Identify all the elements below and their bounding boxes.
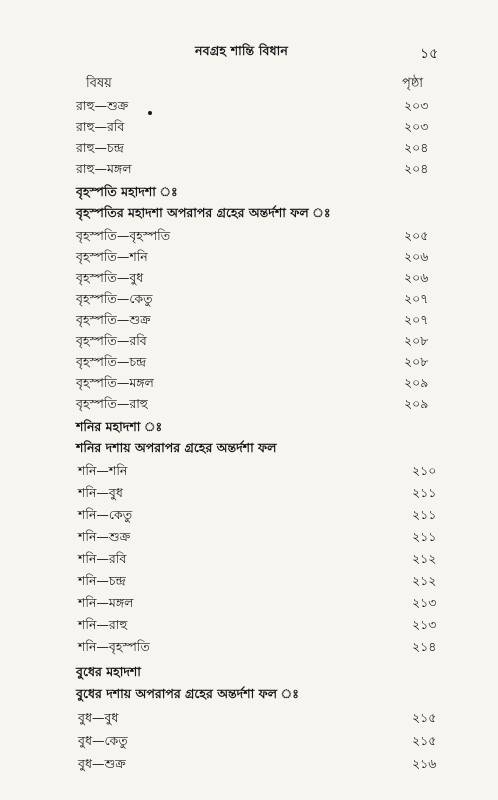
contents-entry [0, 461, 498, 483]
subject-column-header: বিষয় [86, 76, 112, 91]
contents-entry [0, 615, 498, 637]
entry-page-number: ২০৮ [404, 333, 429, 348]
contents-entry [0, 331, 498, 353]
entry-page-number: ২১১ [412, 529, 437, 544]
entry-page-number: ২১২ [412, 551, 437, 566]
section-heading [0, 438, 498, 460]
entry-label: বৃহস্পতি—কেতু [76, 291, 153, 306]
entry-page-number: ২১৪ [412, 639, 437, 654]
contents-entry [0, 394, 498, 416]
entry-page-number: ২১৫ [412, 710, 437, 725]
entry-label: বুধ—কেতু [78, 733, 128, 748]
contents-entry [0, 754, 498, 776]
contents-entry [0, 571, 498, 593]
contents-entry [0, 268, 498, 290]
heading-label: বৃহস্পতি মহাদশা ঃ [76, 184, 178, 199]
section-heading [0, 182, 498, 204]
contents-entry [0, 637, 498, 659]
entry-page-number: ২০৯ [404, 396, 429, 411]
entry-label: শনি—চন্দ্র [78, 573, 126, 588]
contents-entry [0, 593, 498, 615]
entry-page-number: ২০৬ [404, 249, 429, 264]
entry-label: শনি—মঙ্গল [78, 595, 134, 610]
entry-label: শনি—বৃহস্পতি [78, 639, 150, 654]
entry-label: বৃহস্পতি—বৃহস্পতি [76, 228, 171, 243]
section-heading [0, 662, 498, 684]
entry-label: বৃহস্পতি—মঙ্গল [76, 375, 154, 390]
entry-page-number: ২০৩ [404, 98, 429, 113]
entry-label: শনি—রবি [78, 551, 127, 566]
running-header [0, 43, 498, 63]
heading-label: বুধের মহাদশা [76, 664, 141, 679]
entry-page-number: ২১৩ [412, 595, 437, 610]
entry-page-number: ২০৪ [404, 161, 429, 176]
contents-entry [0, 96, 498, 118]
entry-page-number: ২১১ [412, 507, 437, 522]
entry-label: বৃহস্পতি—শনি [76, 249, 148, 264]
contents-entry [0, 708, 498, 730]
page-column-header: পৃষ্ঠা [402, 76, 424, 91]
contents-entry [0, 731, 498, 753]
contents-entry [0, 483, 498, 505]
entry-label: বৃহস্পতি—শুক্র [76, 312, 151, 327]
entry-page-number: ২০৯ [404, 375, 429, 390]
entry-page-number: ২১৩ [412, 617, 437, 632]
contents-entry [0, 247, 498, 269]
entry-label: শনি—কেতু [78, 507, 133, 522]
entry-label: শনি—বুধ [78, 485, 123, 500]
contents-entry [0, 310, 498, 332]
entry-label: শনি—শুক্র [78, 529, 131, 544]
contents-entry [0, 527, 498, 549]
entry-page-number: ২০৪ [404, 140, 429, 155]
entry-label: শনি—রাহু [78, 617, 128, 632]
entry-label: বুধ—শুক্র [78, 756, 126, 771]
entry-label: বুধ—বুধ [78, 710, 119, 725]
entry-label: রাহু—শুক্র [76, 98, 129, 113]
entry-label: রাহু—চন্দ্র [76, 140, 124, 155]
entry-page-number: ২১০ [412, 463, 437, 478]
entry-page-number: ২০৩ [404, 119, 429, 134]
contents-entry [0, 138, 498, 160]
entry-label: বৃহস্পতি—বুধ [76, 270, 144, 285]
section-heading [0, 203, 498, 225]
entry-page-number: ২১১ [412, 485, 437, 500]
page-number: ১৫ [420, 46, 439, 62]
entry-page-number: ২০৭ [404, 312, 429, 327]
entry-page-number: ২০৭ [404, 291, 429, 306]
entry-page-number: ২১৫ [412, 733, 437, 748]
entry-label: রাহু—রবি [76, 119, 125, 134]
heading-label: শনির দশায় অপরাপর গ্রহের অন্তর্দশা ফল [76, 440, 277, 455]
book-title: নবগ্রহ শান্তি বিধান [195, 43, 289, 58]
contents-entry [0, 159, 498, 181]
section-heading [0, 417, 498, 439]
entry-page-number: ২০৫ [404, 228, 429, 243]
entry-page-number: ২১৬ [412, 756, 437, 771]
entry-label: রাহু—মঙ্গল [76, 161, 132, 176]
entry-label: বৃহস্পতি—রবি [76, 333, 147, 348]
contents-entry [0, 505, 498, 527]
contents-entry [0, 226, 498, 248]
entry-page-number: ২০৮ [404, 354, 429, 369]
contents-entry [0, 117, 498, 139]
contents-entry [0, 289, 498, 311]
entry-label: শনি—শনি [78, 463, 128, 478]
contents-entry [0, 352, 498, 374]
entry-label: বৃহস্পতি—রাহু [76, 396, 148, 411]
column-headers [0, 74, 498, 96]
entry-page-number: ২১২ [412, 573, 437, 588]
contents-entry [0, 549, 498, 571]
heading-label: বুধের দশায় অপরাপর গ্রহের অন্তর্দশা ফল ঃ [76, 686, 299, 701]
entry-label: বৃহস্পতি—চন্দ্র [76, 354, 147, 369]
entry-page-number: ২০৬ [404, 270, 429, 285]
contents-entry [0, 373, 498, 395]
heading-label: বৃহস্পতির মহাদশা অপরাপর গ্রহের অন্তর্দশা ফল ঃ [76, 205, 331, 220]
heading-label: শনির মহাদশা ঃ [76, 419, 163, 434]
section-heading [0, 684, 498, 706]
